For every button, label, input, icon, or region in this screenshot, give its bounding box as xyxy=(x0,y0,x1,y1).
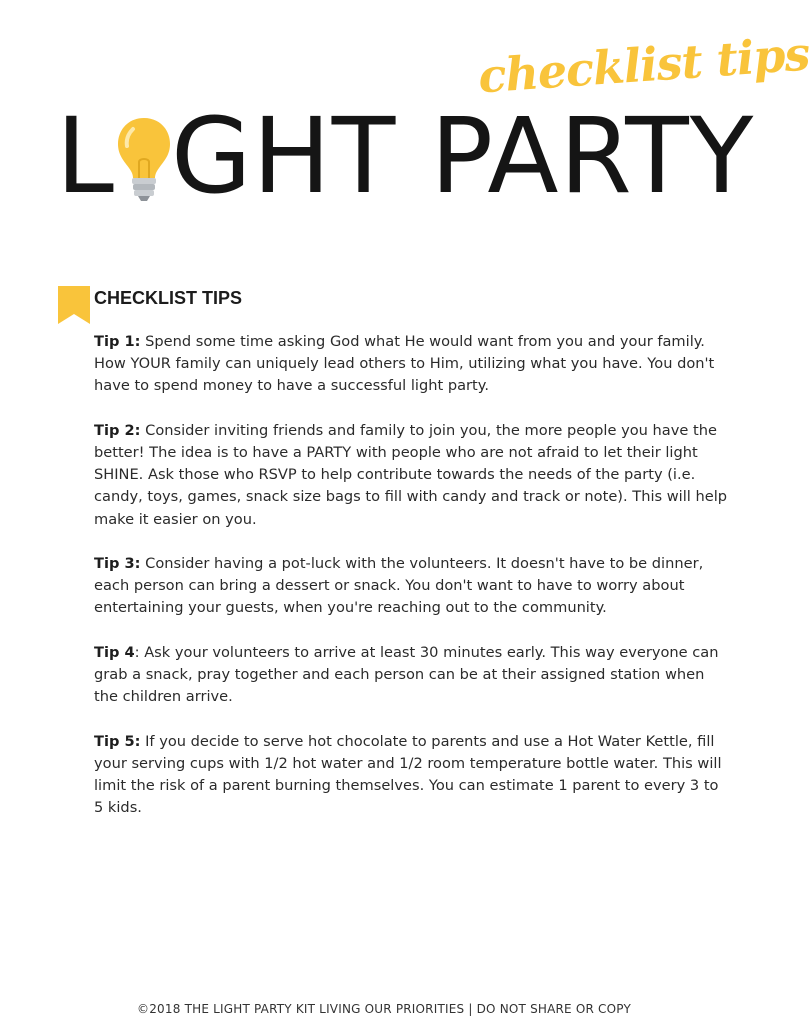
tip-label: Tip 1: xyxy=(94,333,141,350)
footer-copyright: ©2018 THE LIGHT PARTY KIT LIVING OUR PRIORITIES | DO NOT SHARE OR COPY xyxy=(137,1002,631,1016)
section-heading: CHECKLIST TIPS xyxy=(94,288,243,308)
tip-text: Consider inviting friends and family to join you, the more people you have the better! The idea is to have a PARTY with people who are not afraid to let their light SHINE. Ask those who RSVP to help contribute towards the needs of the party (i.e. candy, toys, games, snack size bags to fill with candy and track or note). This will help make it easier on you. xyxy=(94,421,728,528)
tip-text: : Ask your volunteers to arrive at least 30 minutes early. This way everyone can grab a snack, pray together and each person can be at their assigned station when the children arrive. xyxy=(94,643,719,706)
title-rest: GHT PARTY xyxy=(170,95,755,217)
main-title xyxy=(56,95,755,217)
tip-label: Tip 5: xyxy=(94,732,141,750)
tip-label: Tip 4 xyxy=(94,643,135,661)
title-block xyxy=(0,0,811,230)
bookmark-icon xyxy=(58,286,90,324)
tips-list xyxy=(94,331,728,842)
script-subtitle: checklist tips xyxy=(476,26,811,104)
tip-paragraph xyxy=(94,642,728,709)
tip-label: Tip 3: xyxy=(94,555,141,572)
lightbulb-icon xyxy=(115,116,173,202)
tip-text: Spend some time asking God what He would want from you and your family. How YOUR family can uniquely lead others to Him, utilizing what you have. You don't have to spend money to have a successful light party. xyxy=(94,333,715,395)
tip-paragraph xyxy=(94,731,728,820)
tip-text: If you decide to serve hot chocolate to parents and use a Hot Water Kettle, fill your serving cups with 1/2 hot water and 1/2 room temperature bottle water. This will limit the risk of a parent burning themselves. You can estimate 1 parent to every 3 to 5 kids. xyxy=(94,732,722,817)
tip-text: Consider having a pot-luck with the volunteers. It doesn't have to be dinner, each person can bring a dessert or snack. You don't want to have to worry about entertaining your guests, when you're reaching out to the community. xyxy=(94,555,704,617)
tip-label: Tip 2: xyxy=(94,421,141,439)
tip-paragraph xyxy=(94,420,728,531)
title-letter-l: L xyxy=(56,95,115,217)
tip-paragraph xyxy=(94,553,728,620)
tip-paragraph xyxy=(94,331,728,398)
